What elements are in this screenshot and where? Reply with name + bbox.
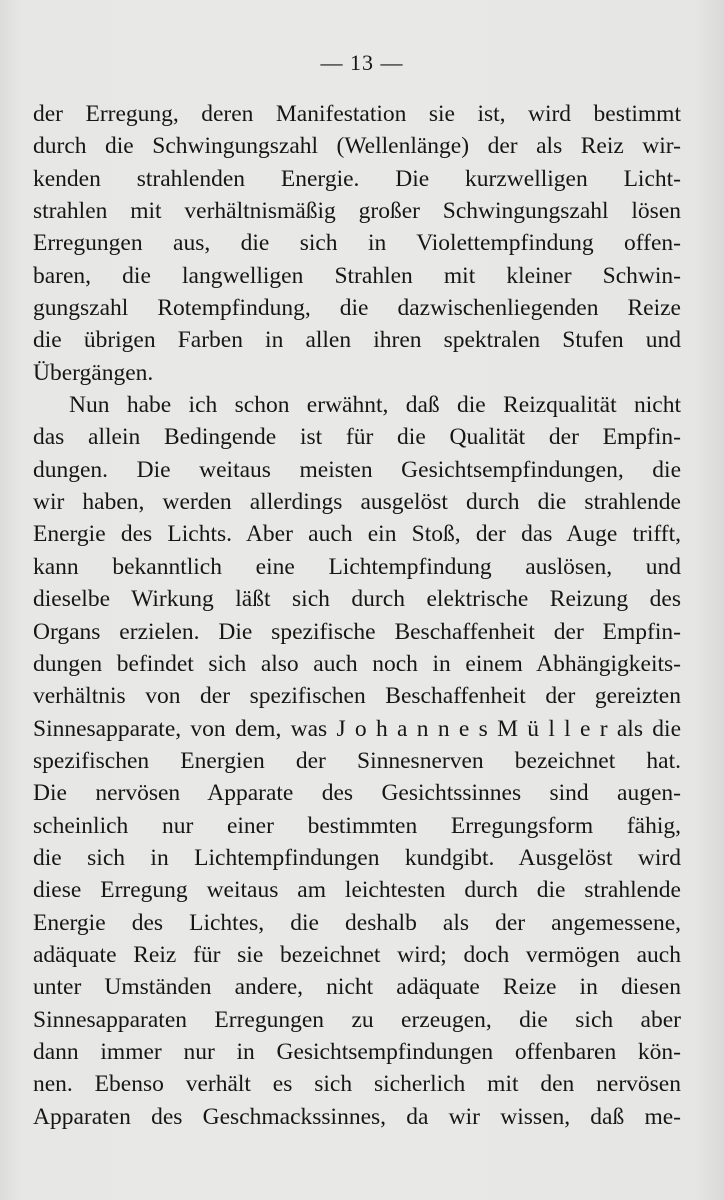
text-line: Energie des Lichts. Aber auch ein Stoß, der das Auge trifft, [33, 521, 681, 548]
text-line: der Erregung, deren Manifestation sie ist, wird bestimmt [33, 101, 681, 127]
text-line: dieselbe Wirkung läßt sich durch elektrische Reizung des [33, 586, 681, 613]
text-line: durch die Schwingungszahl (Wellenlänge) der als Reiz wir- [33, 133, 681, 160]
text-line: Erregungen aus, die sich in Violettempfindung offen- [33, 230, 681, 257]
text-line: Nun habe ich schon erwähnt, daß die Reizqualität nicht [69, 392, 681, 419]
text-line: dungen. Die weitaus meisten Gesichtsempfindungen, die [33, 456, 681, 483]
text-line: scheinlich nur einer bestimmten Erregungsform fähig, [33, 812, 681, 839]
text-line: Organs erzielen. Die spezifische Beschaffenheit der Empfin- [33, 618, 681, 645]
text-line: wir haben, werden allerdings ausgelöst durch die strahlende [33, 489, 681, 516]
text-line: das allein Bedingende ist für die Qualität der Empfin- [33, 424, 681, 451]
text-line: Die nervösen Apparate des Gesichtssinnes sind augen- [33, 780, 681, 807]
page-number: — 13 — [320, 50, 404, 75]
text-line: spezifischen Energien der Sinnesnerven bezeichnet hat. [33, 747, 681, 774]
text-line: Sinnesapparaten Erregungen zu erzeugen, die sich aber [33, 1006, 681, 1033]
text-line: die sich in Lichtempfindungen kundgibt. Ausgelöst wird [33, 844, 681, 871]
text-line: nen. Ebenso verhält es sich sicherlich mit den nervösen [33, 1071, 681, 1098]
text-line: Sinnesapparate, von dem, was J o h a n n e s M ü l l e r als die [33, 715, 681, 742]
body-text [33, 98, 681, 1133]
text-line: strahlen mit verhältnismäßig großer Schwingungszahl lösen [33, 198, 681, 225]
text-line: kenden strahlenden Energie. Die kurzwelligen Licht- [33, 165, 681, 192]
text-line: verhältnis von der spezifischen Beschaffenheit der gereizten [33, 683, 681, 710]
text-line: unter Umständen andere, nicht adäquate Reize in diesen [33, 974, 681, 1001]
text-line: adäquate Reiz für sie bezeichnet wird; doch vermögen auch [33, 941, 681, 968]
text-line: kann bekanntlich eine Lichtempfindung auslösen, und [33, 553, 681, 580]
text-line: Übergängen. [33, 359, 154, 386]
text-line: Apparaten des Geschmackssinnes, da wir wissen, daß me- [33, 1103, 681, 1130]
text-line: dungen befindet sich also auch noch in einem Abhängigkeits- [33, 650, 681, 677]
text-line: gungszahl Rotempfindung, die dazwischenliegenden Reize [33, 295, 681, 322]
text-line: baren, die langwelligen Strahlen mit kleiner Schwin- [33, 262, 681, 289]
text-line: diese Erregung weitaus am leichtesten durch die strahlende [33, 877, 681, 904]
text-line: die übrigen Farben in allen ihren spektralen Stufen und [33, 327, 681, 354]
text-line: dann immer nur in Gesichtsempfindungen offenbaren kön- [33, 1038, 681, 1065]
text-line: Energie des Lichtes, die deshalb als der angemessene, [33, 909, 681, 936]
